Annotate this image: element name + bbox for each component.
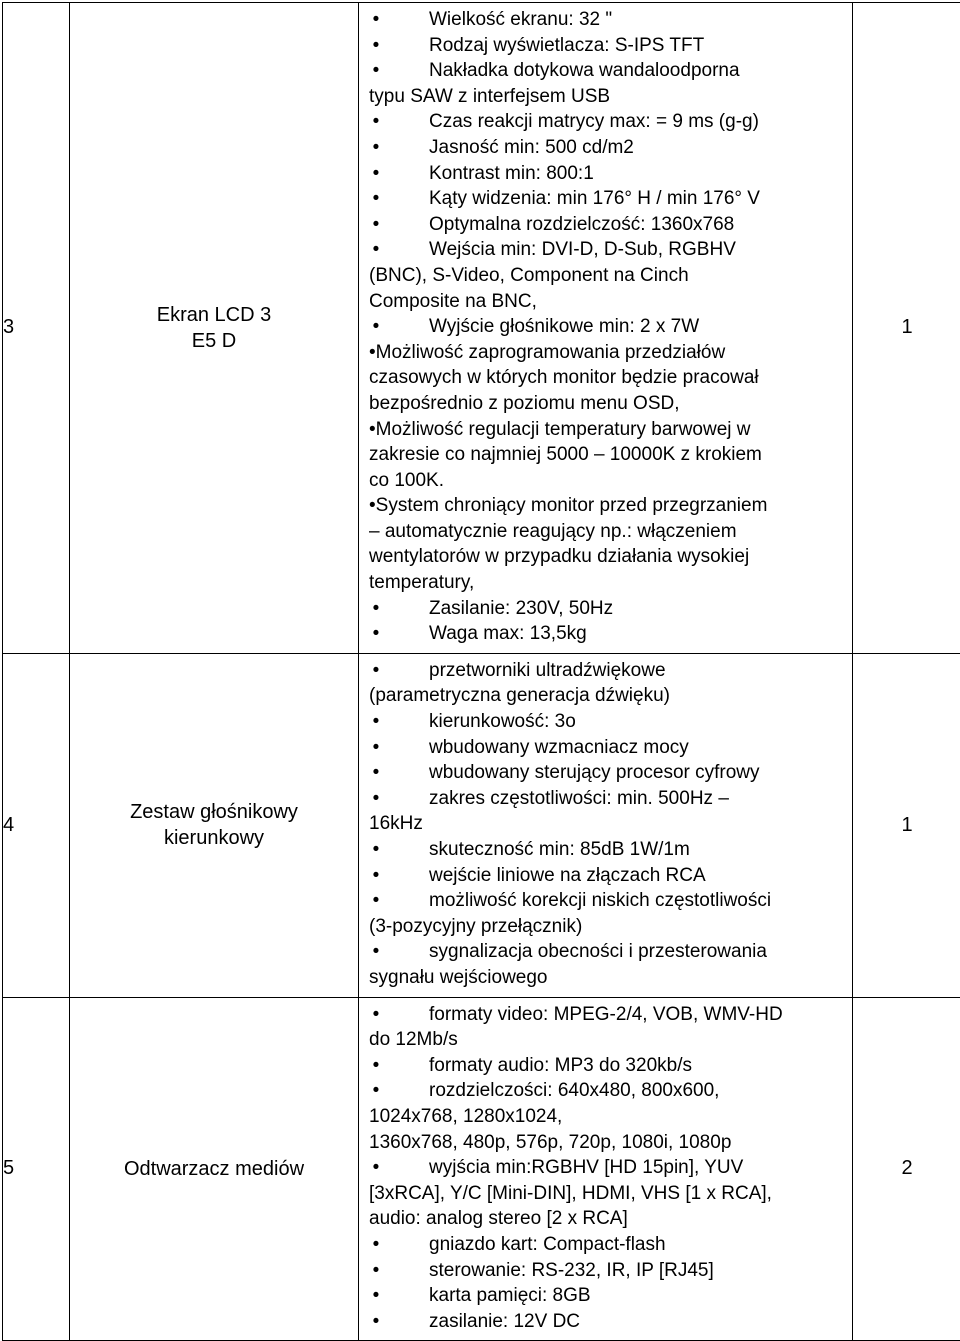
spec-bullet-item [369, 493, 846, 519]
bullet-icon: • [369, 161, 383, 187]
spec-bullet-item [369, 863, 846, 889]
spec-continuation-line: – automatycznie reagujący np.: włączeniem [369, 519, 846, 545]
spec-continuation-line: temperatury, [369, 570, 846, 596]
row-number: 5 [3, 997, 70, 1341]
bullet-icon: • [369, 621, 383, 647]
item-name [70, 3, 359, 654]
spec-continuation-line: 1360x768, 480p, 576p, 720p, 1080i, 1080p [369, 1130, 846, 1156]
bullet-icon: • [369, 7, 383, 33]
spec-continuation-line: (BNC), S-Video, Component na Cinch [369, 263, 846, 289]
bullet-icon: • [369, 888, 383, 914]
spec-text: Wejścia min: DVI-D, D-Sub, RGBHV [429, 239, 736, 260]
spec-continuation-line: audio: analog stereo [2 x RCA] [369, 1206, 846, 1232]
spec-bullet-item [369, 760, 846, 786]
spec-bullet-item [369, 939, 846, 965]
bullet-icon: • [369, 212, 383, 238]
bullet-icon: • [369, 495, 376, 516]
specification-list [359, 654, 852, 997]
spec-bullet-item [369, 596, 846, 622]
spec-text: wbudowany sterujący procesor cyfrowy [429, 762, 760, 783]
bullet-icon: • [369, 786, 383, 812]
spec-continuation-line: 16kHz [369, 811, 846, 837]
table-row [3, 3, 960, 654]
item-name [70, 653, 359, 997]
spec-text: wyjścia min:RGBHV [HD 15pin], YUV [429, 1157, 743, 1178]
spec-text: Wielkość ekranu: 32 " [429, 9, 612, 30]
spec-text: kierunkowość: 3o [429, 711, 576, 732]
spec-bullet-item [369, 109, 846, 135]
item-quantity: 2 [853, 997, 960, 1341]
spec-table-body [3, 3, 960, 1341]
spec-bullet-item [369, 237, 846, 263]
bullet-icon: • [369, 658, 383, 684]
row-number: 3 [3, 3, 70, 654]
item-specification [359, 997, 853, 1341]
spec-text: Zasilanie: 230V, 50Hz [429, 598, 613, 619]
spec-text: Waga max: 13,5kg [429, 623, 587, 644]
specification-list [359, 3, 852, 653]
spec-text: Nakładka dotykowa wandaloodporna [429, 60, 740, 81]
bullet-icon: • [369, 342, 376, 363]
spec-bullet-item [369, 1283, 846, 1309]
spec-continuation-line: zakresie co najmniej 5000 – 10000K z krokiem [369, 442, 846, 468]
bullet-icon: • [369, 109, 383, 135]
spec-bullet-item [369, 1053, 846, 1079]
spec-text: Kontrast min: 800:1 [429, 163, 594, 184]
spec-bullet-item [369, 1078, 846, 1104]
spec-text: Wyjście głośnikowe min: 2 x 7W [429, 316, 699, 337]
bullet-icon: • [369, 1309, 383, 1335]
spec-continuation-line: 1024x768, 1280x1024, [369, 1104, 846, 1130]
spec-continuation-line: Composite na BNC, [369, 289, 846, 315]
bullet-icon: • [369, 419, 376, 440]
spec-continuation-line: sygnału wejściowego [369, 965, 846, 991]
spec-bullet-item [369, 212, 846, 238]
item-name-line: Ekran LCD 3 [70, 302, 358, 328]
spec-text: sygnalizacja obecności i przesterowania [429, 941, 767, 962]
bullet-icon: • [369, 58, 383, 84]
spec-text: skuteczność min: 85dB 1W/1m [429, 839, 690, 860]
spec-text: System chroniący monitor przed przegrzaniem [376, 495, 768, 516]
spec-continuation-line: co 100K. [369, 468, 846, 494]
spec-text: Czas reakcji matrycy max: = 9 ms (g-g) [429, 111, 759, 132]
specification-list [359, 998, 852, 1341]
bullet-icon: • [369, 237, 383, 263]
bullet-icon: • [369, 1258, 383, 1284]
spec-text: sterowanie: RS-232, IR, IP [RJ45] [429, 1260, 714, 1281]
bullet-icon: • [369, 33, 383, 59]
bullet-icon: • [369, 1283, 383, 1309]
item-quantity: 1 [853, 653, 960, 997]
item-specification [359, 3, 853, 654]
bullet-icon: • [369, 186, 383, 212]
spec-bullet-item [369, 33, 846, 59]
spec-bullet-item [369, 1258, 846, 1284]
spec-table [2, 2, 960, 1341]
spec-bullet-item [369, 135, 846, 161]
spec-bullet-item [369, 417, 846, 443]
spec-text: Kąty widzenia: min 176° H / min 176° V [429, 188, 760, 209]
spec-text: karta pamięci: 8GB [429, 1285, 591, 1306]
spec-text: możliwość korekcji niskich częstotliwości [429, 890, 771, 911]
item-name-line: Zestaw głośnikowy [70, 799, 358, 825]
spec-text: formaty audio: MP3 do 320kb/s [429, 1055, 692, 1076]
spec-continuation-line: do 12Mb/s [369, 1027, 846, 1053]
spec-text: Możliwość zaprogramowania przedziałów [376, 342, 726, 363]
spec-continuation-line: bezpośrednio z poziomu menu OSD, [369, 391, 846, 417]
spec-continuation-line: typu SAW z interfejsem USB [369, 84, 846, 110]
spec-text: gniazdo kart: Compact-flash [429, 1234, 666, 1255]
spec-bullet-item [369, 1232, 846, 1258]
bullet-icon: • [369, 1002, 383, 1028]
spec-continuation-line: (parametryczna generacja dźwięku) [369, 683, 846, 709]
spec-text: Optymalna rozdzielczość: 1360x768 [429, 214, 734, 235]
spec-text: formaty video: MPEG-2/4, VOB, WMV-HD [429, 1004, 783, 1025]
spec-text: zakres częstotliwości: min. 500Hz – [429, 788, 729, 809]
item-name [70, 997, 359, 1341]
bullet-icon: • [369, 1078, 383, 1104]
spec-text: Jasność min: 500 cd/m2 [429, 137, 634, 158]
bullet-icon: • [369, 863, 383, 889]
spec-bullet-item [369, 186, 846, 212]
item-name-line: kierunkowy [70, 825, 358, 851]
item-name-line: Odtwarzacz mediów [70, 1156, 358, 1182]
bullet-icon: • [369, 596, 383, 622]
bullet-icon: • [369, 735, 383, 761]
row-number: 4 [3, 653, 70, 997]
spec-continuation-line: [3xRCA], Y/C [Mini-DIN], HDMI, VHS [1 x RCA], [369, 1181, 846, 1207]
spec-text: zasilanie: 12V DC [429, 1311, 580, 1332]
item-name-line: E5 D [70, 328, 358, 354]
spec-continuation-line: czasowych w których monitor będzie pracował [369, 365, 846, 391]
bullet-icon: • [369, 135, 383, 161]
bullet-icon: • [369, 1155, 383, 1181]
bullet-icon: • [369, 314, 383, 340]
spec-bullet-item [369, 658, 846, 684]
spec-bullet-item [369, 314, 846, 340]
spec-text: Możliwość regulacji temperatury barwowej w [376, 419, 751, 440]
spec-bullet-item [369, 58, 846, 84]
spec-bullet-item [369, 340, 846, 366]
spec-bullet-item [369, 786, 846, 812]
spec-bullet-item [369, 161, 846, 187]
spec-bullet-item [369, 7, 846, 33]
spec-bullet-item [369, 1155, 846, 1181]
item-specification [359, 653, 853, 997]
table-row [3, 997, 960, 1341]
bullet-icon: • [369, 1053, 383, 1079]
spec-text: wejście liniowe na złączach RCA [429, 865, 706, 886]
spec-continuation-line: (3-pozycyjny przełącznik) [369, 914, 846, 940]
table-row [3, 653, 960, 997]
bullet-icon: • [369, 1232, 383, 1258]
spec-text: Rodzaj wyświetlacza: S-IPS TFT [429, 35, 704, 56]
spec-bullet-item [369, 888, 846, 914]
spec-bullet-item [369, 1002, 846, 1028]
spec-bullet-item [369, 621, 846, 647]
spec-continuation-line: wentylatorów w przypadku działania wysokiej [369, 544, 846, 570]
spec-bullet-item [369, 735, 846, 761]
spec-text: wbudowany wzmacniacz mocy [429, 737, 689, 758]
spec-bullet-item [369, 1309, 846, 1335]
bullet-icon: • [369, 760, 383, 786]
spec-bullet-item [369, 837, 846, 863]
spec-bullet-item [369, 709, 846, 735]
bullet-icon: • [369, 837, 383, 863]
spec-text: rozdzielczości: 640x480, 800x600, [429, 1080, 719, 1101]
bullet-icon: • [369, 939, 383, 965]
bullet-icon: • [369, 709, 383, 735]
item-quantity: 1 [853, 3, 960, 654]
spec-text: przetworniki ultradźwiękowe [429, 660, 666, 681]
